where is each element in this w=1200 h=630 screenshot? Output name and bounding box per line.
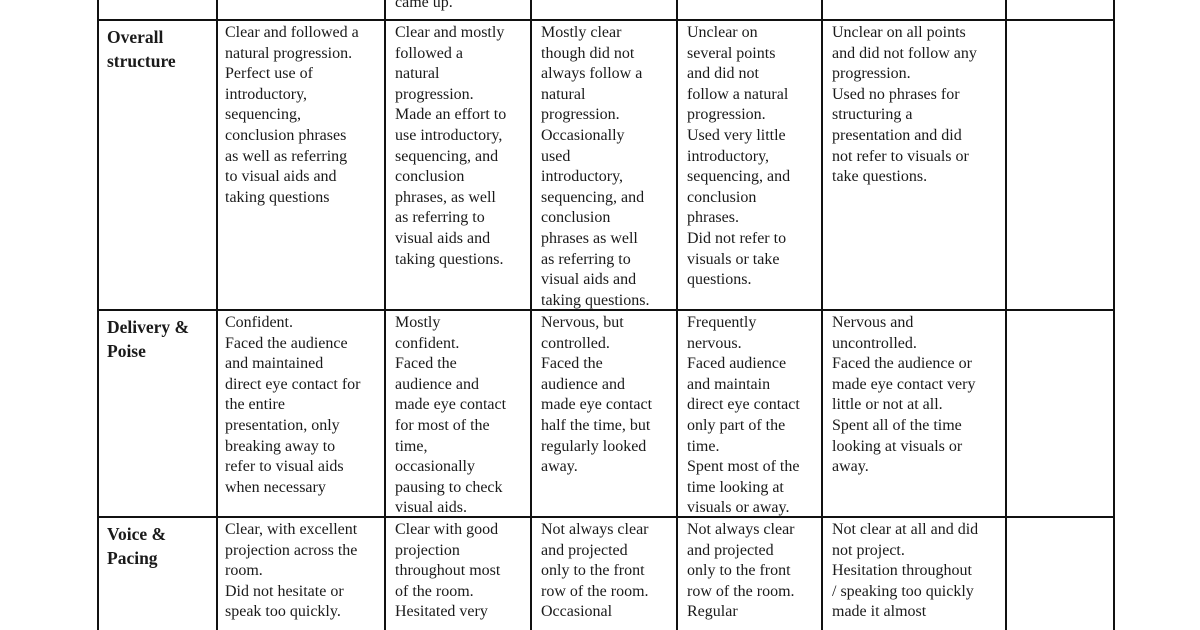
rubric-cell: Unclear on several points and did not follow a natural progression. Used very little introductory, sequencing, and conclusion phrases. Did not refer to visuals or take questions. [687,24,791,289]
grid-line-v [676,0,678,630]
rubric-category-delivery-poise: Delivery & Poise [107,317,190,361]
rubric-cell: Clear and followed a natural progression. Perfect use of introductory, sequencing, conclusion phrases as well as referring to visual aids and taking questions [225,24,359,206]
rubric-cell: Confident. Faced the audience and maintained direct eye contact for the entire presentation, only breaking away to refer to visual aids when necessary [225,314,361,496]
rubric-cell: Nervous and uncontrolled. Faced the audience or made eye contact very little or not at all. Spent all of the time looking at visuals or away. [832,314,976,476]
rubric-cell: Clear, with excellent projection across the room. Did not hesitate or speak too quickly. [225,521,358,621]
rubric-cell: Not always clear and projected only to the front row of the room. Regular [687,521,795,621]
rubric-cell: Clear with good projection throughout most of the room. Hesitated very [395,521,501,621]
rubric-cell: Nervous, but controlled. Faced the audience and made eye contact half the time, but regularly looked away. [541,314,653,476]
grid-line-v [216,0,218,630]
rubric-cell: Not always clear and projected only to the front row of the room. Occasional [541,521,649,621]
grid-line-v [821,0,823,630]
rubric-cell: Mostly confident. Faced the audience and made eye contact for most of the time, occasionally pausing to check visual aids. [395,314,507,517]
grid-line-h [97,516,1115,518]
grid-line-v [384,0,386,630]
grid-line-v [1113,0,1115,630]
rubric-category-overall-structure: Overall structure [107,27,176,71]
rubric-table [97,0,1115,630]
rubric-cell: Unclear on all points and did not follow any progression. Used no phrases for structuring a presentation and did not refer to visuals or take questions. [832,24,977,186]
grid-line-v [530,0,532,630]
grid-line-h [97,19,1115,21]
rubric-cell: Clear and mostly followed a natural progression. Made an effort to use introductory, sequencing, and conclusion phrases, as well as referring to visual aids and taking questions. [395,24,507,268]
rubric-cell: Mostly clear though did not always follow a natural progression. Occasionally used introductory, sequencing, and conclusion phrases as well as referring to visual aids and taking questions. [541,24,650,309]
grid-line-v [1005,0,1007,630]
rubric-cell-fragment: came up. [395,0,453,11]
rubric-cell: Frequently nervous. Faced audience and maintain direct eye contact only part of the time. Spent most of the time looking at visuals or away. [687,314,800,517]
rubric-category-voice-pacing: Voice & Pacing [107,524,167,568]
grid-line-v [97,0,99,630]
rubric-cell: Not clear at all and did not project. Hesitation throughout / speaking too quickly made it almost [832,521,979,621]
